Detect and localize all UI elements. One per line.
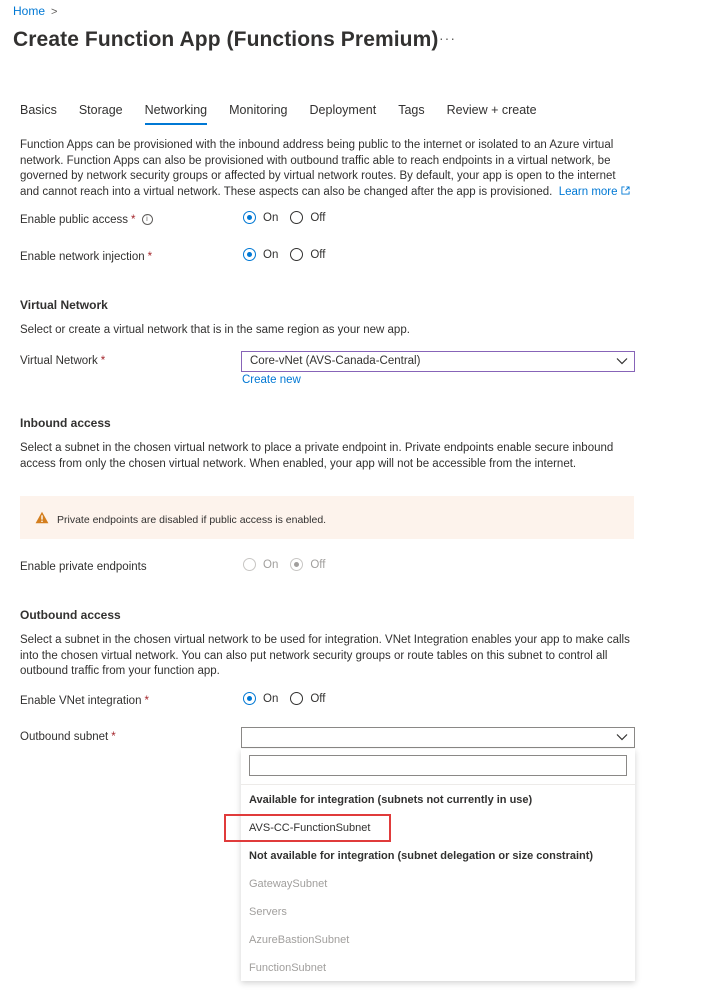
warning-text: Private endpoints are disabled if public access is enabled.	[57, 514, 327, 526]
unavailable-group-heading: Not available for integration (subnet delegation or size constraint)	[249, 850, 594, 862]
outbound-access-description: Select a subnet in the chosen virtual network to be used for integration. VNet Integration enables your app to make calls into the chosen virtual network. You can also put network security groups or route tables on this subnet to control all outbound traffic from your function app.	[20, 634, 630, 677]
info-icon[interactable]: i	[142, 214, 153, 225]
highlight-annotation	[224, 814, 391, 842]
vnet-integration-label: Enable VNet integration *	[20, 695, 149, 707]
virtual-network-description: Select or create a virtual network that is in the same region as your new app.	[20, 324, 410, 336]
virtual-network-label: Virtual Network *	[20, 355, 106, 367]
more-options-button[interactable]: ···	[439, 30, 456, 46]
outbound-access-heading: Outbound access	[20, 608, 121, 622]
tab-bar	[20, 103, 559, 125]
network-injection-radio-group: On Off	[243, 248, 337, 261]
subnet-option-unavailable: GatewaySubnet	[249, 878, 328, 890]
vnet-integration-radio-group: On Off	[243, 692, 337, 705]
external-link-icon	[621, 186, 630, 195]
subnet-search-input[interactable]	[249, 755, 627, 776]
page-title: Create Function App (Functions Premium)	[13, 28, 439, 51]
private-endpoints-off-radio[interactable]	[290, 558, 303, 571]
inbound-access-heading: Inbound access	[20, 416, 111, 430]
tab-storage[interactable]: Storage	[78, 103, 123, 117]
available-group-heading: Available for integration (subnets not currently in use)	[249, 794, 533, 806]
tab-monitoring[interactable]: Monitoring	[229, 103, 288, 117]
warning-icon	[35, 511, 49, 524]
intro-text: Function Apps can be provisioned with the inbound address being public to the internet or isolated to an Azure virtual network. Function Apps can also be provisioned with outbound traffic able to reach endpoints in a virtual network, be governed by network security groups or affected by virtual network routes. By default, your app is open to the internet and cannot reach into a virtual network. These aspects can also be changed after the app is provisioned. Learn more	[20, 138, 640, 200]
subnet-option-available[interactable]: AVS-CC-FunctionSubnet	[249, 822, 371, 834]
chevron-right-icon: >	[51, 6, 58, 18]
create-new-vnet-link[interactable]: Create new	[242, 374, 301, 386]
vnet-integration-on-radio[interactable]	[243, 692, 256, 705]
inbound-access-description: Select a subnet in the chosen virtual network to place a private endpoint in. Private endpoints enable secure inbound access from only the chosen virtual network. When enabled, your app will not be accessible from the internet.	[20, 442, 614, 470]
public-access-radio-group: On Off	[243, 211, 337, 224]
tab-networking[interactable]: Networking	[145, 103, 208, 125]
public-access-off-radio[interactable]	[290, 211, 303, 224]
chevron-down-icon	[616, 732, 628, 742]
virtual-network-heading: Virtual Network	[20, 298, 108, 312]
network-injection-on-radio[interactable]	[243, 248, 256, 261]
subnet-option-unavailable: FunctionSubnet	[249, 962, 327, 974]
tab-tags[interactable]: Tags	[398, 103, 425, 117]
subnet-option-unavailable: Servers	[249, 906, 287, 918]
chevron-down-icon	[616, 356, 628, 366]
network-injection-off-radio[interactable]	[290, 248, 303, 261]
private-endpoints-radio-group: On Off	[243, 558, 337, 571]
tab-basics[interactable]: Basics	[20, 103, 57, 117]
network-injection-label: Enable network injection *	[20, 251, 153, 263]
outbound-subnet-label: Outbound subnet *	[20, 731, 116, 743]
virtual-network-dropdown[interactable]: Core-vNet (AVS-Canada-Central)	[241, 351, 635, 372]
breadcrumb	[13, 4, 57, 18]
public-access-on-radio[interactable]	[243, 211, 256, 224]
divider	[241, 784, 635, 785]
private-endpoints-label: Enable private endpoints	[20, 561, 147, 573]
subnet-option-unavailable: AzureBastionSubnet	[249, 934, 350, 946]
breadcrumb-home-link[interactable]: Home	[13, 4, 46, 18]
learn-more-link[interactable]: Learn more	[559, 186, 630, 198]
public-access-label: Enable public access * i	[20, 214, 153, 226]
vnet-integration-off-radio[interactable]	[290, 692, 303, 705]
tab-review-create[interactable]: Review + create	[446, 103, 537, 117]
private-endpoints-on-radio[interactable]	[243, 558, 256, 571]
tab-deployment[interactable]: Deployment	[309, 103, 377, 117]
outbound-subnet-dropdown[interactable]	[241, 727, 635, 748]
